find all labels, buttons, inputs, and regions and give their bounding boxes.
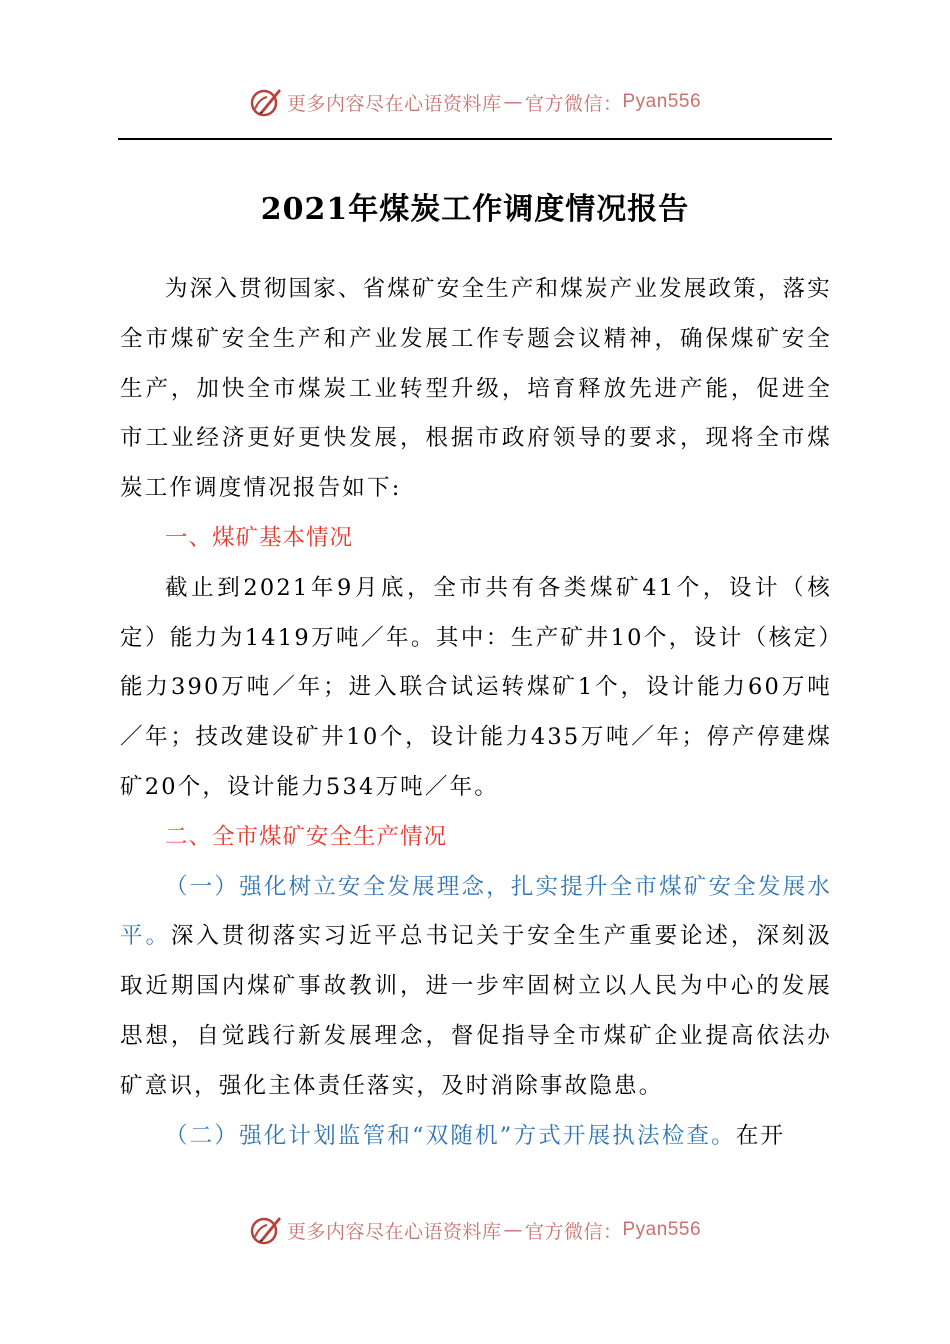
section2-item1-body: 深入贯彻落实习近平总书记关于安全生产重要论述，深刻汲取近期国内煤矿事故教训，进一步牢固树立以人民为中心的发展思想，自觉践行新发展理念，督促指导全市煤矿企业提高依法办矿意识，强化主体责任落实，及时消除事故隐患。 [120, 923, 833, 1099]
document-title: 2021年煤炭工作调度情况报告 [260, 192, 690, 227]
watermark-separator: — [503, 1219, 523, 1241]
watermark-wechat-id: Pyan556 [622, 1219, 702, 1240]
header-watermark [0, 82, 950, 122]
section2-item1-paragraph [120, 863, 832, 1112]
section1-paragraph: 截止到2021年9月底，全市共有各类煤矿41个，设计（核定）能力为1419万吨／年。其中：生产矿井10个，设计（核定）能力390万吨／年；进入联合试运转煤矿1个，设计能力60万吨／年；技改建设矿井10个，设计能力435万吨／年；停产停建煤矿20个，设计能力534万吨／年。 [120, 574, 832, 800]
pen-logo-icon [249, 85, 283, 119]
section1-heading: 一、煤矿基本情况 [165, 524, 354, 551]
footer-watermark [0, 1210, 950, 1250]
watermark-wechat-label: 官方微信： [524, 92, 623, 115]
pen-logo-icon [249, 1213, 283, 1247]
header-divider [118, 138, 832, 140]
section2-item1-title: （一）强化树立安全发展理念，扎实提升全市煤矿安全发展水平。 [120, 873, 832, 950]
watermark-text: 更多内容尽在心语资料库 [286, 92, 502, 115]
section2-heading: 二、全市煤矿安全生产情况 [165, 823, 448, 850]
watermark-text: 更多内容尽在心语资料库 [286, 1220, 502, 1243]
intro-paragraph: 为深入贯彻国家、省煤矿安全生产和煤炭产业发展政策，落实全市煤矿安全生产和产业发展工作专题会议精神，确保煤矿安全生产，加快全市煤炭工业转型升级，培育释放先进产能，促进全市工业经济更好更快发展，根据市政府领导的要求，现将全市煤炭工作调度情况报告如下: [120, 276, 832, 502]
document-body [120, 265, 832, 1161]
watermark-wechat-id: Pyan556 [622, 91, 702, 112]
watermark-separator: — [503, 91, 523, 113]
section2-item2-paragraph [120, 1112, 832, 1162]
watermark-wechat-label: 官方微信： [524, 1220, 623, 1243]
section2-item2-title: （二）强化计划监管和“双随机”方式开展执法检查。 [165, 1122, 736, 1149]
section2-item2-body: 在开 [735, 1122, 786, 1149]
